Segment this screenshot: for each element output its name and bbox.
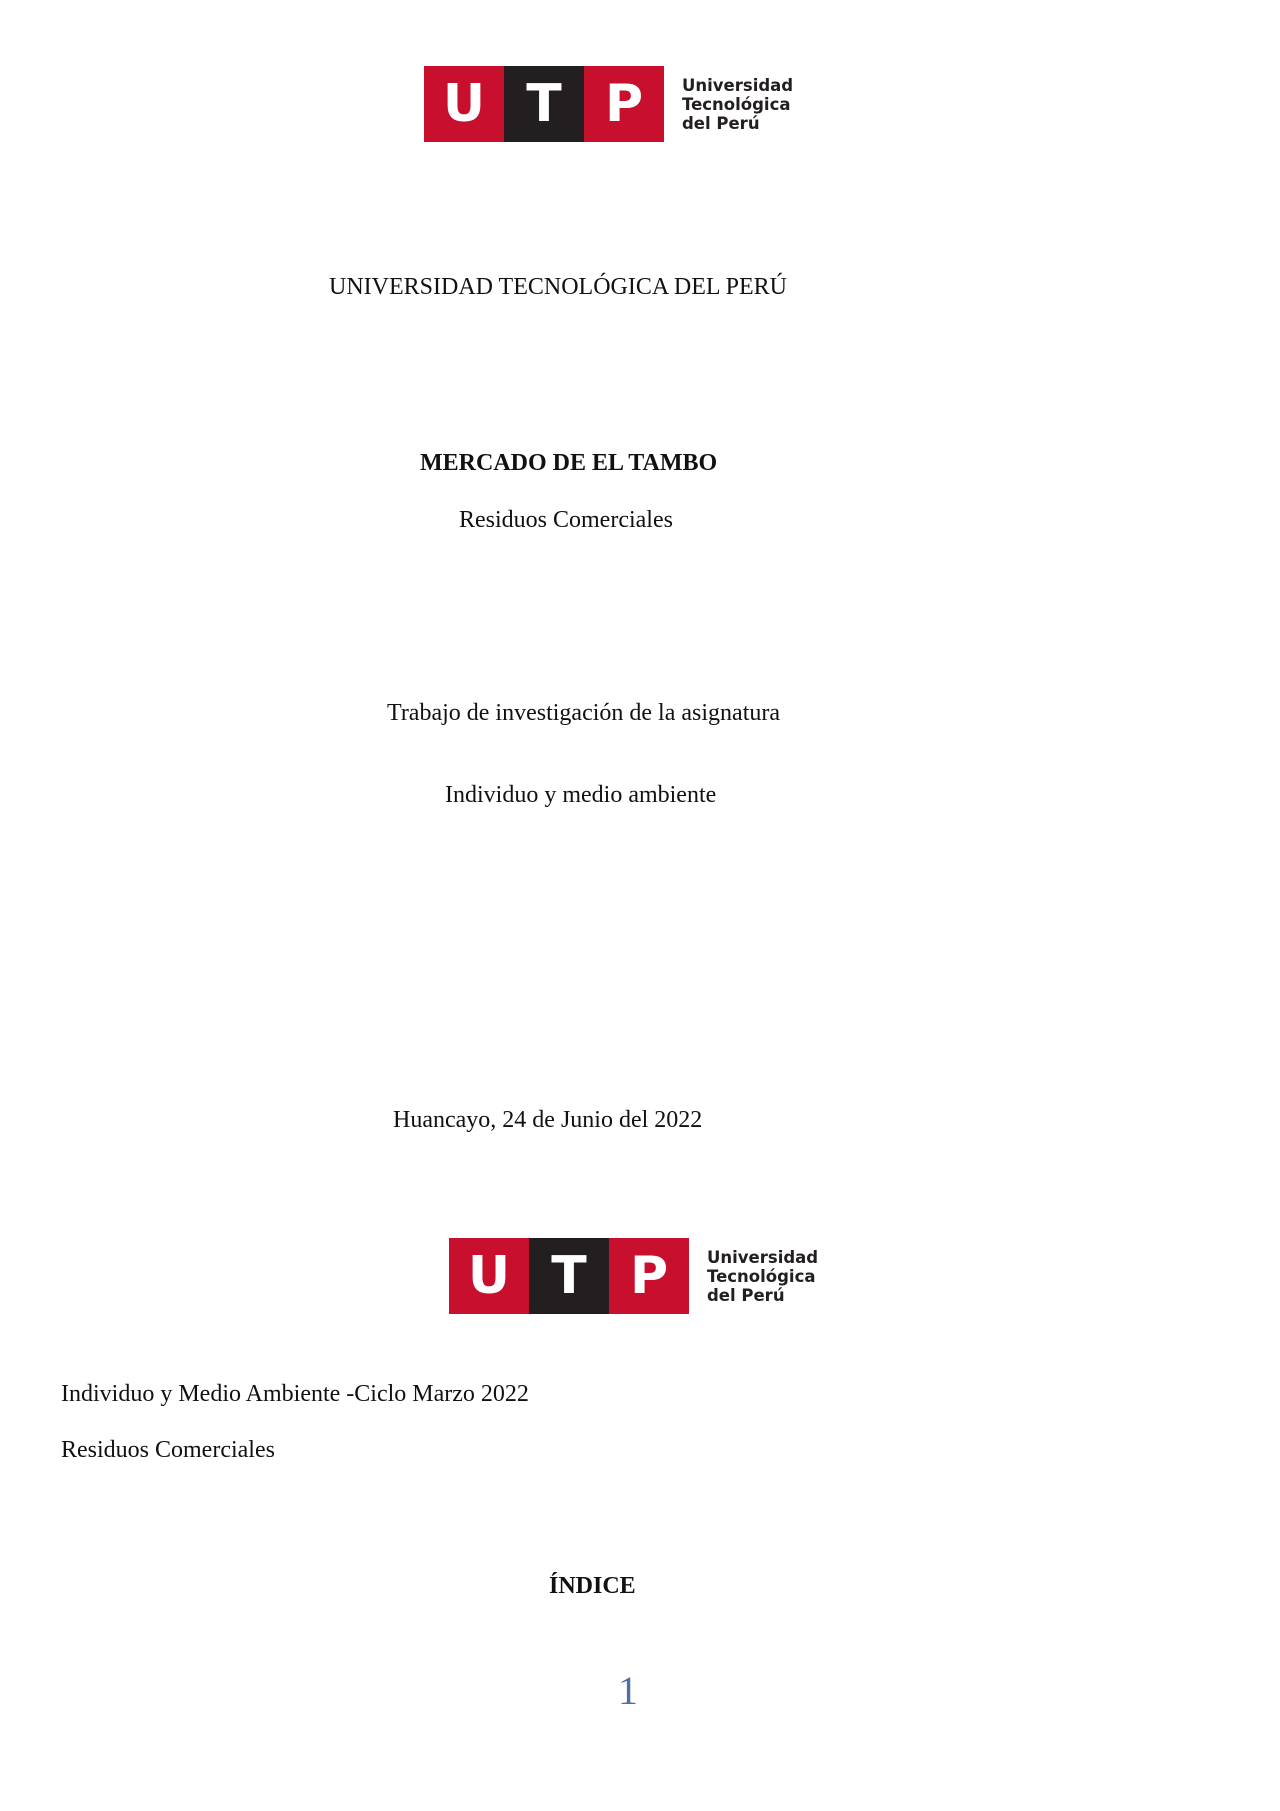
logo-wordmark-line-1: Universidad [707, 1247, 819, 1267]
work-type: Trabajo de investigación de la asignatura [387, 700, 780, 726]
logo-letter-u: U [424, 66, 504, 142]
logo-letter-p: P [609, 1238, 689, 1314]
topic: Residuos Comerciales [61, 1437, 275, 1463]
logo-wordmark-line-3: del Perú [682, 113, 760, 133]
logo-wordmark-line-1: Universidad [682, 75, 794, 95]
utp-logo-bottom [449, 1238, 818, 1314]
logo-letter-blocks [424, 66, 664, 142]
university-name: UNIVERSIDAD TECNOLÓGICA DEL PERÚ [329, 274, 787, 300]
logo-wordmark [682, 76, 793, 133]
logo-wordmark-line-2: Tecnológica [707, 1266, 816, 1286]
logo-letter-blocks [449, 1238, 689, 1314]
logo-letter-t: T [504, 66, 584, 142]
logo-wordmark-line-2: Tecnológica [682, 94, 791, 114]
logo-letter-p: P [584, 66, 664, 142]
logo-letter-u: U [449, 1238, 529, 1314]
document-title: MERCADO DE EL TAMBO [420, 450, 718, 476]
document-subtitle: Residuos Comerciales [459, 507, 673, 533]
page-number: 1 [618, 1668, 638, 1713]
course-name: Individuo y medio ambiente [445, 782, 717, 808]
utp-logo-top [424, 66, 793, 142]
place-date: Huancayo, 24 de Junio del 2022 [393, 1107, 703, 1133]
logo-wordmark [707, 1248, 818, 1305]
logo-wordmark-line-3: del Perú [707, 1285, 785, 1305]
index-heading: ÍNDICE [549, 1573, 636, 1599]
course-cycle: Individuo y Medio Ambiente -Ciclo Marzo 2022 [61, 1381, 529, 1407]
logo-letter-t: T [529, 1238, 609, 1314]
